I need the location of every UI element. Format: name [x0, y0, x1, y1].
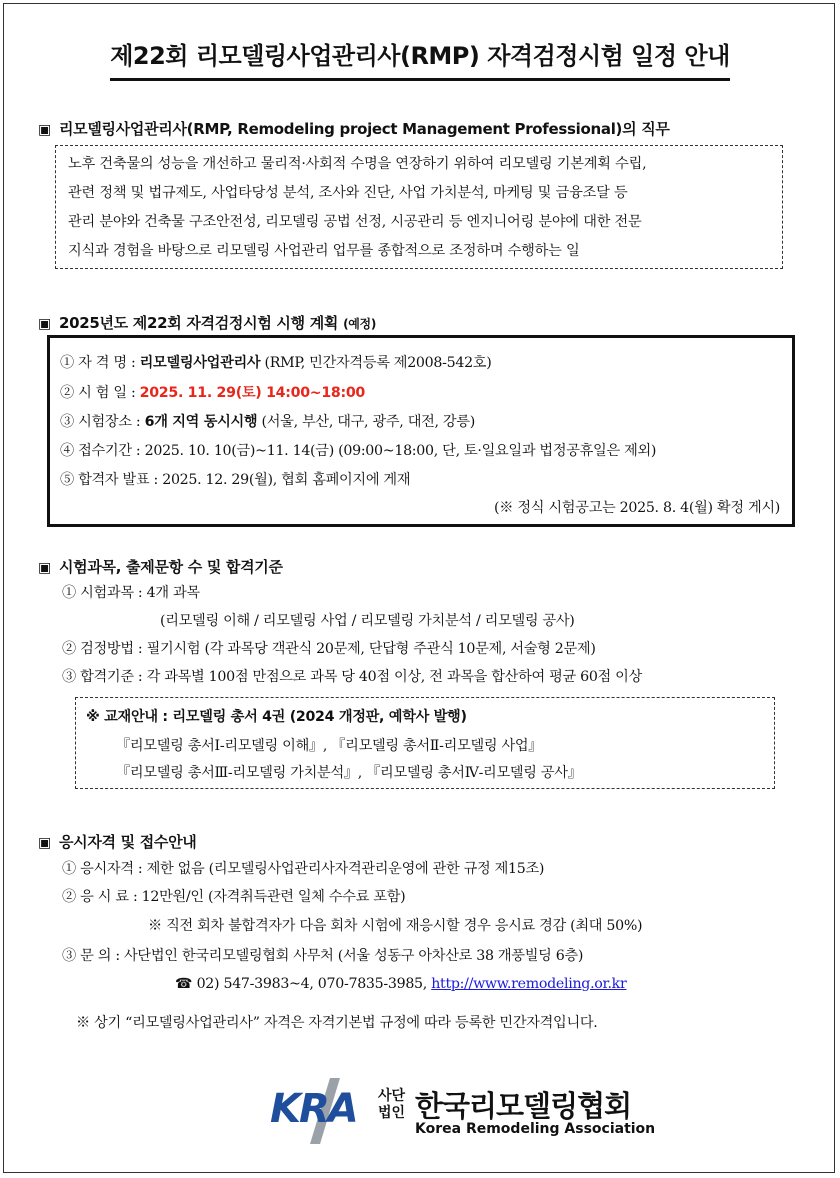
textbook-heading: ※ 교재안내 : 리모델링 총서 4권 (2024 개정판, 예학사 발행) — [86, 709, 467, 725]
logo-korean-name: 한국리모델링협회 — [415, 1089, 632, 1123]
plan-item-label: ② 시 험 일 : — [60, 385, 136, 401]
apply-item-fee: ② 응 시 료 : 12만원/인 (자격취득관련 일체 수수료 포함) — [62, 889, 406, 905]
section-plan-title: 2025년도 제22회 자격검정시험 시행 계획 — [58, 314, 339, 332]
square-bullet-icon: ▣ — [38, 560, 51, 576]
plan-note: (※ 정식 시험공고는 2025. 8. 4(월) 확정 게시) — [494, 500, 780, 516]
section-plan-note: (예정) — [343, 317, 377, 331]
square-bullet-icon: ▣ — [38, 122, 51, 138]
subjects-item-count: ① 시험과목 : 4개 과목 — [62, 585, 200, 601]
subjects-item-method: ② 검정방법 : 필기시험 (각 과목당 객관식 20문제, 단답형 주관식 10문제, 서술형 2문제) — [62, 641, 596, 657]
duty-line: 관리 분야와 건축물 구조안전성, 리모델링 공법 선정, 시공관리 등 엔지니어링 분야에 대한 전문 — [68, 214, 642, 230]
page-title: 제22회 리모델링사업관리사(RMP) 자격검정시험 일정 안내 — [110, 38, 730, 81]
section-subjects-heading — [38, 556, 283, 577]
qualification-registration: (RMP, 민간자격등록 제2008-542호) — [264, 355, 492, 371]
section-subjects-title: 시험과목, 출제문항 수 및 합격기준 — [58, 558, 283, 576]
subjects-item-criteria: ③ 합격기준 : 각 과목별 100점 만점으로 과목 당 40점 이상, 전 과목을 합산하여 평균 60점 이상 — [62, 669, 642, 685]
apply-footnote: ※ 상기 “리모델링사업관리사” 자격은 자격기본법 규정에 따라 등록한 민간자격입니다. — [76, 1015, 598, 1031]
section-apply-title: 응시자격 및 접수안내 — [58, 833, 197, 851]
logo-corp-top: 사단 — [378, 1088, 406, 1104]
duty-box — [55, 145, 783, 269]
association-logo — [270, 1078, 656, 1148]
section-apply-heading — [38, 831, 197, 852]
duty-line: 노후 건축물의 성능을 개선하고 물리적·사회적 수명을 연장하기 위하여 리모델링 기본계획 수립, — [68, 156, 647, 172]
apply-fee-note: ※ 직전 회차 불합격자가 다음 회차 시험에 재응시할 경우 응시료 경감 (최대 50%) — [148, 918, 643, 934]
phone-number: ☎ 02) 547-3983~4, 070-7835-3985, — [175, 976, 427, 992]
square-bullet-icon: ▣ — [38, 316, 51, 332]
apply-item-eligibility: ① 응시자격 : 제한 없음 (리모델링사업관리사자격관리운영에 관한 규정 제15조) — [62, 861, 545, 877]
logo-corp-label — [378, 1088, 405, 1122]
section-duty-title: 리모델링사업관리사(RMP, Remodeling project Management Professional)의 직무 — [58, 120, 670, 138]
section-plan-heading — [38, 312, 376, 333]
plan-box — [47, 335, 795, 527]
plan-item-label: ③ 시험장소 : — [60, 414, 141, 430]
subjects-item-list: (리모델링 이해 / 리모델링 사업 / 리모델링 가치분석 / 리모델링 공사) — [160, 613, 575, 629]
logo-corp-bottom: 법인 — [378, 1105, 406, 1121]
plan-item-exam-date — [60, 382, 365, 402]
qualification-name: 리모델링사업관리사 — [139, 355, 261, 371]
logo-mark: KRA — [270, 1086, 357, 1132]
plan-item-label: ① 자 격 명 : — [60, 355, 136, 371]
exam-date-value: 2025. 11. 29(토) 14:00~18:00 — [139, 385, 366, 401]
plan-item-registration-period: ④ 접수기간 : 2025. 10. 10(금)~11. 14(금) (09:00~18:00, 단, 토·일요일과 법정공휴일은 제외) — [60, 443, 657, 459]
apply-item-contact: ③ 문 의 : 사단법인 한국리모델링협회 사무처 (서울 성동구 아차산로 38 개풍빌딩 6층) — [62, 948, 584, 964]
location-cities: (서울, 부산, 대구, 광주, 대전, 강릉) — [261, 414, 475, 430]
website-link[interactable]: http://www.remodeling.or.kr — [431, 976, 627, 992]
duty-line: 지식과 경험을 바탕으로 리모델링 사업관리 업무를 종합적으로 조정하며 수행하는 일 — [68, 243, 580, 259]
logo-english-name: Korea Remodeling Association — [415, 1121, 656, 1137]
section-duty-heading — [38, 118, 670, 139]
apply-phone-line — [175, 976, 626, 992]
plan-item-result: ⑤ 합격자 발표 : 2025. 12. 29(월), 협회 홈페이지에 게재 — [60, 472, 411, 488]
textbook-line: 『리모델링 총서Ⅰ-리모델링 이해』, 『리모델링 총서Ⅱ-리모델링 사업』 — [116, 738, 543, 754]
duty-line: 관련 정책 및 법규제도, 사업타당성 분석, 조사와 진단, 사업 가치분석, 마케팅 및 금융조달 등 — [68, 185, 628, 201]
plan-item-qualification — [60, 352, 491, 372]
location-value: 6개 지역 동시시행 — [144, 414, 258, 430]
square-bullet-icon: ▣ — [38, 835, 51, 851]
plan-item-location — [60, 411, 475, 431]
textbook-line: 『리모델링 총서Ⅲ-리모델링 가치분석』, 『리모델링 총서Ⅳ-리모델링 공사』 — [116, 765, 582, 781]
textbook-box — [75, 697, 775, 789]
